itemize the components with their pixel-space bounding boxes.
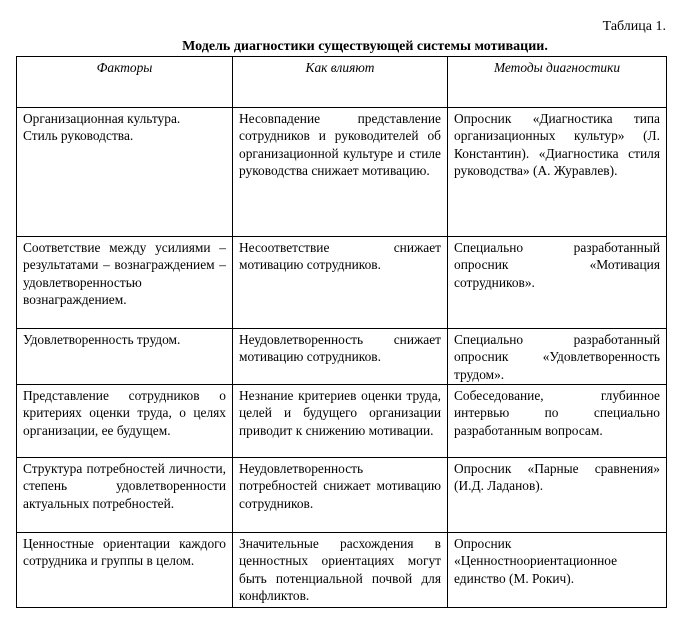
method-cell: Опросник «Ценностноориентационное единство (М. Рокич). xyxy=(448,533,667,608)
header-methods: Методы диагностики xyxy=(448,57,667,108)
diagnostics-model-table xyxy=(16,56,667,608)
table-row xyxy=(17,329,667,385)
method-cell: Опросник «Диагностика типа организационных культур» (Л. Константин). «Диагностика стиля руководства» (А. Журавлев). xyxy=(448,108,667,237)
table-row xyxy=(17,458,667,533)
table-number: Таблица 1. xyxy=(602,19,666,34)
influence-cell: Неудовлетворенность снижает мотивацию сотрудников. xyxy=(233,329,448,385)
influence-cell: Несовпадение представление сотрудников и руководителей об организационной культуре и стиле руководства снижает мотивацию. xyxy=(233,108,448,237)
method-cell: Опросник «Парные сравнения» (И.Д. Ладанов). xyxy=(448,458,667,533)
factor-cell: Удовлетворенность трудом. xyxy=(17,329,233,385)
factor-cell: Организационная культура. Стиль руководства. xyxy=(17,108,233,237)
factor-cell: Соответствие между усилиями – результатами – вознаграждением – удовлетворенностью вознаграждением. xyxy=(17,237,233,329)
table-row xyxy=(17,108,667,237)
influence-cell: Значительные расхождения в ценностных ориентациях могут быть потенциальной почвой для конфликтов. xyxy=(233,533,448,608)
table-header-row xyxy=(17,57,667,108)
method-cell: Собеседование, глубинное интервью по специально разработанным вопросам. xyxy=(448,385,667,458)
header-influence: Как влияют xyxy=(233,57,448,108)
factor-cell: Структура потребностей личности, степень удовлетворенности актуальных потребностей. xyxy=(17,458,233,533)
table-row xyxy=(17,533,667,608)
method-cell: Специально разработанный опросник «Удовлетворенность трудом». xyxy=(448,329,667,385)
influence-cell: Незнание критериев оценки труда, целей и будущего организации приводит к снижению мотивации. xyxy=(233,385,448,458)
table-title: Модель диагностики существующей системы мотивации. xyxy=(182,39,548,54)
table-row xyxy=(17,237,667,329)
influence-cell: Несоответствие снижает мотивацию сотрудников. xyxy=(233,237,448,329)
factor-cell: Представление сотрудников о критериях оценки труда, о целях организации, ее будущем. xyxy=(17,385,233,458)
factor-cell: Ценностные ориентации каждого сотрудника и группы в целом. xyxy=(17,533,233,608)
header-factors: Факторы xyxy=(17,57,233,108)
table-row xyxy=(17,385,667,458)
method-cell: Специально разработанный опросник «Мотивация сотрудников». xyxy=(448,237,667,329)
influence-cell: Неудовлетворенность потребностей снижает мотивацию сотрудников. xyxy=(233,458,448,533)
